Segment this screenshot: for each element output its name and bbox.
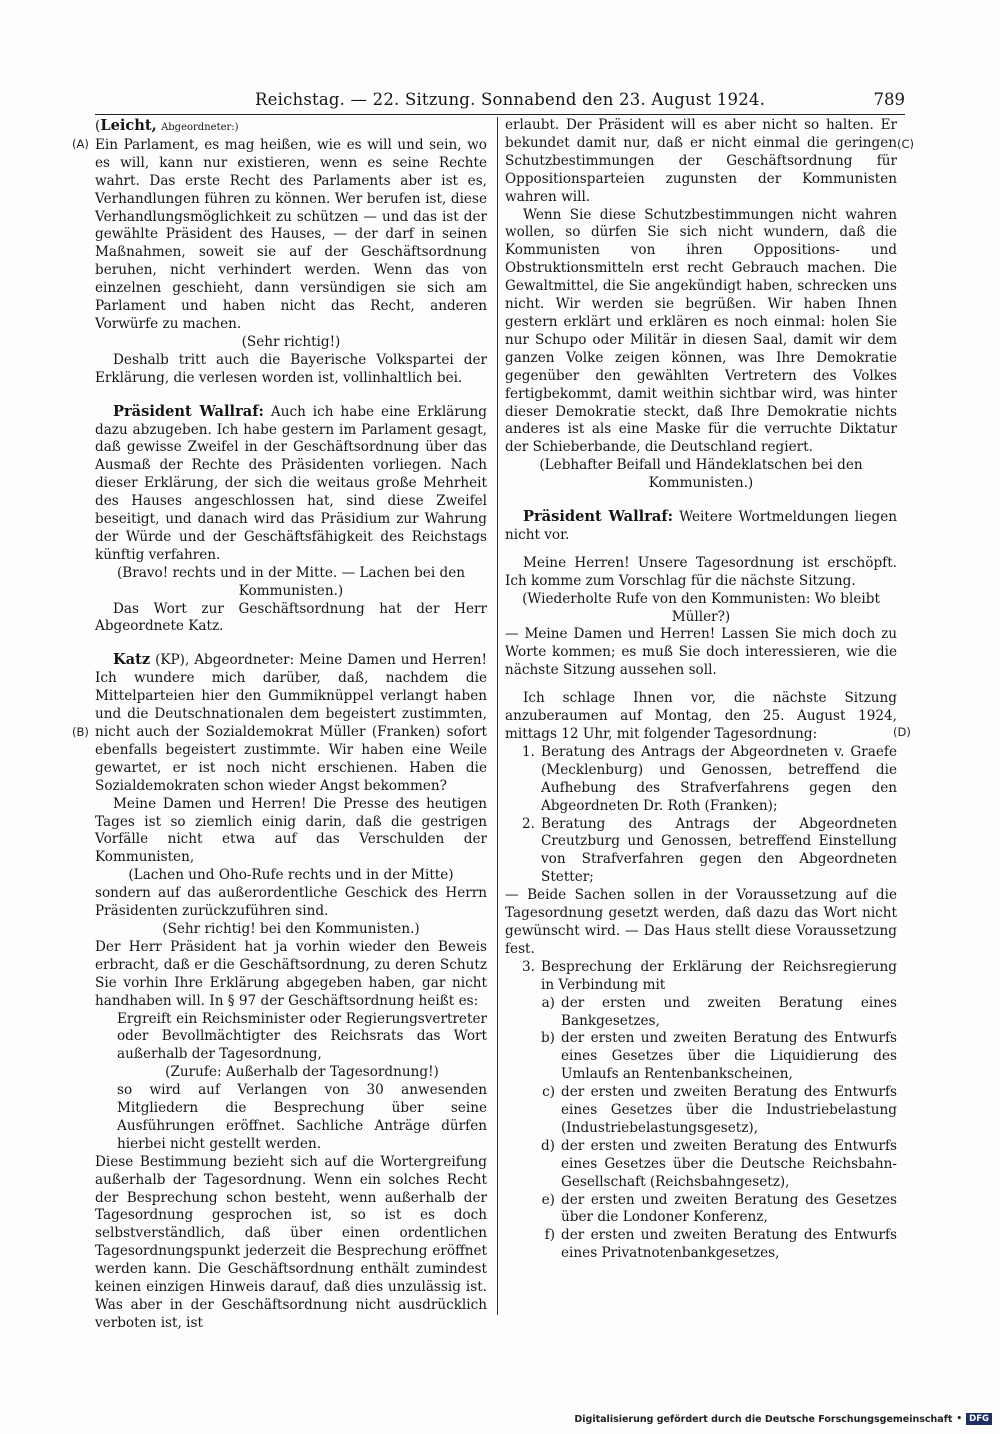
quotation bbox=[95, 1011, 487, 1154]
item-number: 1. bbox=[522, 743, 535, 760]
paragraph: Diese Bestimmung bezieht sich auf die Wortergreifung außerhalb der Tagesordnung. Wenn ein solches Recht der Besprechung schon besteht, wenn außerhalb der Tagesordnung gesprochen ist, so ist es doch selbstverständlich, daß über einen ordentlichen Tagesordnungspunkt jederzeit die Besprechung eröffnet werden kann. Die Geschäftsordnung enthält zumindest keinen einzigen Hinweis darauf, daß dies unzulässig ist. Was aber in der Geschäftsordnung nicht ausdrücklich verboten ist, ist bbox=[95, 1153, 487, 1331]
interjection: (Zurufe: Außerhalb der Tagesordnung!) bbox=[165, 1064, 439, 1081]
paragraph: Meine Damen und Herren! Die Presse des heutigen Tages ist so ziemlich einig darin, daß die gestrigen Vorfälle nicht etwa auf das Verschulden der Kommunisten, bbox=[95, 795, 487, 866]
interjection: (Lachen und Oho-Rufe rechts und in der Mitte) bbox=[128, 867, 454, 884]
item-number: e) bbox=[541, 1191, 555, 1208]
list-item bbox=[527, 1084, 897, 1138]
page-title: Reichstag. — 22. Sitzung. Sonnabend den 23. August 1924. bbox=[255, 90, 766, 109]
paragraph: erlaubt. Der Präsident will es aber nicht so halten. Er bekundet damit nur, daß er nicht einmal die geringen Schutzbestimmungen der Geschäftsordnung für Oppositionsparteien zugunsten der Kommunisten wahren will. bbox=[505, 117, 897, 205]
list-item bbox=[511, 744, 897, 816]
list-item bbox=[527, 1227, 897, 1263]
interjection: (Lebhafter Beifall und Händeklatschen bei den Kommunisten.) bbox=[539, 457, 863, 492]
right-column bbox=[505, 117, 897, 1263]
speech-president bbox=[95, 403, 487, 565]
footer-text: Digitalisierung gefördert durch die Deutsche Forschungsgemeinschaft bbox=[574, 1413, 953, 1425]
paragraph: Deshalb tritt auch die Bayerische Volkspartei der Erklärung, die verlesen worden ist, vollinhaltlich bei. bbox=[95, 351, 487, 386]
list-item bbox=[527, 1138, 897, 1192]
left-column bbox=[95, 117, 487, 1333]
list-item bbox=[527, 1192, 897, 1228]
interjection: (Sehr richtig! bei den Kommunisten.) bbox=[162, 920, 420, 937]
speech-text: Auch ich habe eine Erklärung dazu abzugeben. Ich habe gestern im Parlament gesagt, daß gewisse Zweifel in der Geschäftsordnung über das Ausmaß der Rechte des Präsidenten vorliegen. Nach dieser Erklärung, der sich die weitaus große Mehrheit des Hauses angeschlossen hat, sind diese Zweifel beseitigt, und danach wird das Präsidium zur Wahrung der Würde und der Geschäftsfähigkeit des Reichstags künftig verfahren. bbox=[95, 403, 488, 563]
margin-marker-c: (C) bbox=[897, 137, 915, 151]
paragraph: sondern auf das außerordentliche Geschick des Herrn Präsidenten zurückzuführen sind. bbox=[95, 885, 487, 920]
item-text: der ersten und zweiten Beratung des Gesetzes über die Londoner Konferenz, bbox=[561, 1191, 897, 1226]
paragraph: Der Herr Präsident hat ja vorhin wieder den Beweis erbracht, daß er die Geschäftsordnung, zu deren Schutz Sie vorhin Ihre Erklärung abgegeben haben, gar nicht handhaben will. In § 97 der Geschäftsordnung heißt es: bbox=[95, 938, 487, 1009]
speaker-role: Abgeordneter:) bbox=[161, 122, 239, 133]
item-number: a) bbox=[541, 994, 555, 1011]
list-item bbox=[527, 995, 897, 1031]
quote-text: so wird auf Verlangen von 30 anwesenden Mitgliedern die Besprechung über seine Ausführungen eröffnet. Sachliche Anträge dürfen hierbei nicht gestellt werden. bbox=[117, 1082, 487, 1152]
speech-text: (KP), Abgeordneter: Meine Damen und Herren! Ich wundere mich darüber, daß, nachdem die Mittelparteien hier den Gummiknüppel verlangt haben und die Deutschnationalen dem begeistert zustimmten, nicht auch der Sozialdemokrat Müller (Franken) sofort ebenfalls begeistert zustimmte. Wir haben eine Weile gewartet, er ist noch nicht erschienen. Haben die Sozialdemokraten schon wieder Angst bekommen? bbox=[95, 652, 487, 794]
agenda-list bbox=[505, 744, 897, 887]
list-item bbox=[527, 1030, 897, 1084]
footer-credit bbox=[574, 1413, 992, 1425]
item-text: Beratung des Antrags der Abgeordneten v. Graefe (Mecklenburg) und Genossen, betreffend die Aufhebung des Strafverfahrens gegen den Abgeordneten Dr. Roth (Franken); bbox=[541, 743, 897, 814]
item-number: c) bbox=[542, 1084, 555, 1101]
interjection: (Bravo! rechts und in der Mitte. — Lachen bei den Kommunisten.) bbox=[116, 564, 466, 599]
speaker-name: Präsident Wallraf: bbox=[113, 402, 264, 420]
list-item bbox=[511, 959, 897, 995]
paragraph: Wenn Sie diese Schutzbestimmungen nicht wahren wollen, so dürfen Sie sich nicht wundern, daß die Kommunisten von ihren Oppositions- und Obstruktionsmitteln erst recht Gebrauch machen. Die Gewaltmittel, die Sie angekündigt haben, schrecken uns nicht. Wir werden sie begrüßen. Wir haben Ihnen gestern erklärt und erklären es noch einmal: holen Sie nur Schupo oder Militär in diesen Saal, damit wir dem ganzen Volke zeigen können, was Ihre Demokratie gegenüber den gewählten Vertretern des Volkes fertigbekommt, damit weithin sichtbar wird, was hinter dieser Demokratie steckt, daß Ihre Demokratie nichts anderes ist als eine Maske für die verruchte Diktatur der Schieberbande, die Deutschland regiert. bbox=[505, 206, 897, 456]
page-header bbox=[95, 90, 905, 112]
item-number: f) bbox=[544, 1227, 555, 1244]
dfg-logo: DFG bbox=[966, 1413, 992, 1425]
speaker-name: Katz bbox=[113, 651, 151, 669]
column-divider bbox=[497, 117, 498, 1315]
margin-marker-a: (A) bbox=[72, 137, 89, 151]
item-text: der ersten und zweiten Beratung des Entwurfs eines Gesetzes über die Industriebelastung (Industriebelastungsgesetz), bbox=[561, 1084, 897, 1136]
margin-marker-b: (B) bbox=[72, 725, 89, 739]
item-text: Besprechung der Erklärung der Reichsregierung in Verbindung mit bbox=[541, 958, 897, 993]
item-number: 2. bbox=[522, 815, 535, 832]
paragraph: — Beide Sachen sollen in der Voraussetzung auf die Tagesordnung gesetzt werden, daß dazu das Wort nicht gewünscht wird. — Das Haus stellt diese Voraussetzung fest. bbox=[505, 887, 897, 957]
item-text: Beratung des Antrags der Abgeordneten Creutzburg und Genossen, betreffend Einstellung von Strafverfahren gegen den Abgeordneten Stetter; bbox=[541, 815, 897, 886]
item-number: d) bbox=[540, 1137, 555, 1154]
intro-line: (Leicht, Abgeordneter:) bbox=[95, 117, 239, 134]
agenda-list bbox=[505, 959, 897, 995]
paragraph: Das Wort zur Geschäftsordnung hat der Herr Abgeordnete Katz. bbox=[95, 600, 487, 635]
speaker-name: Leicht, bbox=[100, 117, 157, 134]
item-number: 3. bbox=[522, 958, 535, 975]
agenda-sublist bbox=[505, 995, 897, 1264]
item-text: der ersten und zweiten Beratung des Entwurfs eines Gesetzes über die Deutsche Reichsbahn-Gesellschaft (Reichsbahngesetz), bbox=[561, 1137, 897, 1190]
paragraph: — Meine Damen und Herren! Lassen Sie mich doch zu Worte kommen; es muß Sie doch interessieren, wie die nächste Sitzung aussehen soll. bbox=[505, 626, 897, 679]
page-number: 789 bbox=[873, 90, 905, 109]
item-text: der ersten und zweiten Beratung eines Bankgesetzes, bbox=[561, 994, 897, 1029]
item-text: der ersten und zweiten Beratung des Entwurfs eines Privatnotenbankgesetzes, bbox=[561, 1227, 897, 1262]
interjection: (Wiederholte Rufe von den Kommunisten: Wo bleibt Müller?) bbox=[522, 590, 880, 625]
quote-text: Ergreift ein Reichsminister oder Regierungsvertreter oder Bevollmächtigter des Reichsrats das Wort außerhalb der Tagesordnung, bbox=[117, 1010, 487, 1063]
speaker-name: Präsident Wallraf: bbox=[523, 508, 674, 526]
footer-separator: • bbox=[956, 1414, 963, 1424]
speech-katz bbox=[95, 651, 487, 795]
paragraph: Meine Herren! Unsere Tagesordnung ist erschöpft. Ich komme zum Vorschlag für die nächste Sitzung. bbox=[505, 554, 897, 589]
speech-president bbox=[505, 508, 897, 545]
header-rule bbox=[95, 114, 905, 115]
item-text: der ersten und zweiten Beratung des Entwurfs eines Gesetzes über die Liquidierung des Umlaufs an Rentenbankscheinen, bbox=[561, 1030, 897, 1083]
interjection: (Sehr richtig!) bbox=[241, 333, 341, 350]
speech-text: Weitere Wortmeldungen liegen nicht vor. bbox=[505, 509, 897, 543]
margin-marker-d: (D) bbox=[893, 725, 911, 739]
item-number: b) bbox=[540, 1030, 555, 1047]
paragraph: Ein Parlament, es mag heißen, wie es will und sein, wo es will, kann nur existieren, wenn es seine Rechte wahrt. Das erste Recht des Parlaments aber ist es, Verhandlungen führen zu können. Wer berufen ist, diese Verhandlungsmöglichkeit zu schützen — und das ist der gewählte Präsident des Hauses, — der darf in seinen Maßnahmen, soweit sie auf der Geschäftsordnung beruhen, nicht verhindert werden. Wenn das von einzelnen geschieht, dann versündigen sie sich am Parlament und haben nicht das Recht, anderen Vorwürfe zu machen. bbox=[95, 136, 487, 332]
list-item bbox=[511, 816, 897, 888]
paragraph: Ich schlage Ihnen vor, die nächste Sitzung anzuberaumen auf Montag, den 25. August 1924, mittags 12 Uhr, mit folgender Tagesordnung: bbox=[505, 690, 897, 742]
